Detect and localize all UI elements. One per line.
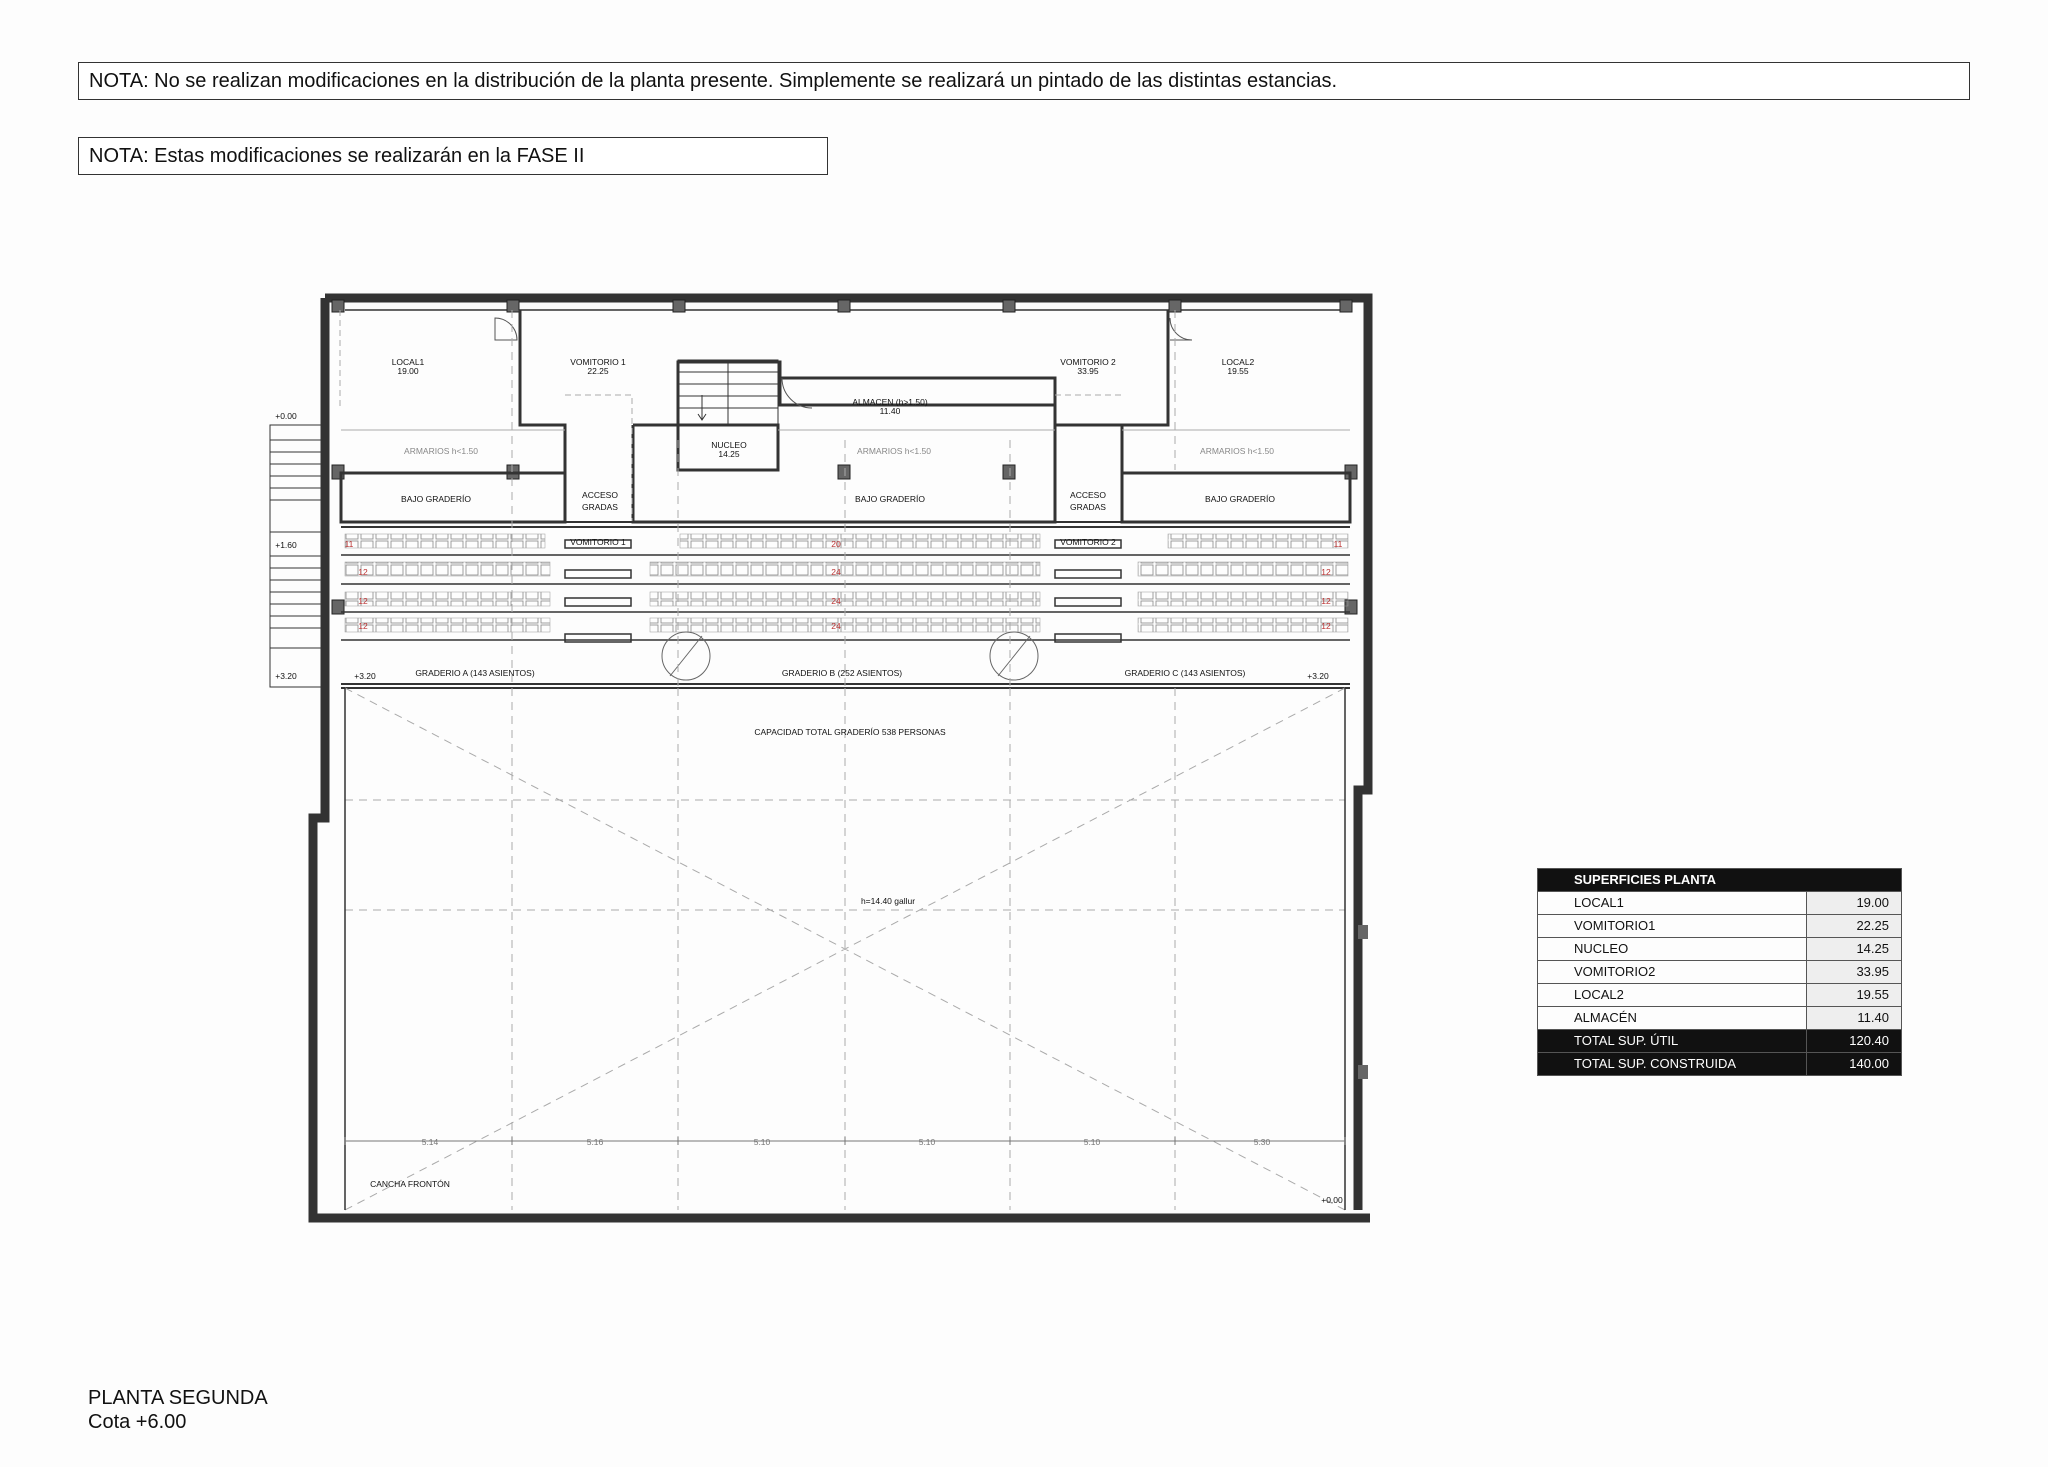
label-bajo-left: BAJO GRADERÍO — [401, 494, 471, 504]
area-nucleo: 14.25 — [718, 449, 740, 459]
label-local2: LOCAL2 — [1221, 357, 1255, 367]
area-local1: 19.00 — [397, 366, 419, 376]
row-count-mid-2: 24 — [831, 567, 841, 577]
table-row — [1538, 961, 1902, 984]
label-graderio-c: GRADERIO C (143 ASIENTOS) — [1124, 668, 1246, 678]
table-row — [1538, 938, 1902, 961]
side-stair — [270, 425, 325, 687]
row-count-mid-3: 24 — [831, 596, 841, 606]
row-count-mid-4: 24 — [831, 621, 841, 631]
outer-walls — [313, 298, 1370, 1218]
label-cancha: CANCHA FRONTÓN — [370, 1179, 450, 1189]
label-nucleo: NUCLEO — [711, 440, 747, 450]
total-util-row — [1538, 1030, 1902, 1053]
plan-title-block — [88, 1386, 268, 1434]
label-local1: LOCAL1 — [391, 357, 425, 367]
label-vomitorio1: VOMITORIO 1 — [570, 357, 626, 367]
plan-cota: Cota +6.00 — [88, 1411, 187, 1433]
row-count-left-3: 12 — [358, 596, 368, 606]
label-capacidad: CAPACIDAD TOTAL GRADERÍO 538 PERSONAS — [754, 727, 946, 737]
stair-core — [678, 360, 778, 424]
row-count-right-2: 12 — [1321, 567, 1331, 577]
table-row — [1538, 1007, 1902, 1030]
level-000-top: +0.00 — [275, 411, 297, 421]
dim-6: 5.30 — [1253, 1137, 1271, 1147]
dim-4: 5.10 — [918, 1137, 936, 1147]
label-vomitorio1-access: VOMITORIO 1 — [570, 537, 626, 547]
court — [345, 310, 1345, 1210]
interior-walls — [341, 310, 1350, 522]
label-bajo-right: BAJO GRADERÍO — [1205, 494, 1275, 504]
row-count-left-1: 11 — [344, 539, 354, 549]
surface-label: VOMITORIO1 — [1538, 915, 1807, 938]
level-000-bottom: +0.00 — [1321, 1195, 1343, 1205]
table-row — [1538, 915, 1902, 938]
surface-value: 14.25 — [1807, 938, 1902, 961]
label-vomitorio2: VOMITORIO 2 — [1060, 357, 1116, 367]
surface-value: 19.00 — [1807, 892, 1902, 915]
table-row — [1538, 892, 1902, 915]
level-320-left: +3.20 — [354, 671, 376, 681]
row-count-left-4: 12 — [358, 621, 368, 631]
surface-label: LOCAL1 — [1538, 892, 1807, 915]
area-local2: 19.55 — [1227, 366, 1249, 376]
area-vomitorio2: 33.95 — [1077, 366, 1099, 376]
label-graderio-a: GRADERIO A (143 ASIENTOS) — [415, 668, 535, 678]
grandstand — [341, 522, 1350, 688]
label-altura: h=14.40 gallur — [860, 896, 916, 906]
surface-value: 11.40 — [1807, 1007, 1902, 1030]
label-graderio-b: GRADERIO B (252 ASIENTOS) — [781, 668, 903, 678]
row-count-right-3: 12 — [1321, 596, 1331, 606]
row-count-right-1: 11 — [1333, 539, 1343, 549]
label-armarios-mid: ARMARIOS h<1.50 — [857, 446, 931, 456]
label-acceso2-a: ACCESO — [1070, 490, 1106, 500]
label-armarios-left: ARMARIOS h<1.50 — [404, 446, 478, 456]
label-almacen: ALMACEN (h>1.50) — [852, 397, 928, 407]
label-vomitorio2-access: VOMITORIO 2 — [1060, 537, 1116, 547]
surface-label: ALMACÉN — [1538, 1007, 1807, 1030]
note-distribution: NOTA: No se realizan modificaciones en la distribución de la planta presente. Simplemente se realizará un pintado de las distintas estancias. — [78, 62, 1970, 100]
surface-value: 33.95 — [1807, 961, 1902, 984]
dim-2: 5.16 — [586, 1137, 604, 1147]
area-vomitorio1: 22.25 — [587, 366, 609, 376]
row-count-left-2: 12 — [358, 567, 368, 577]
label-acceso1-a: ACCESO — [582, 490, 618, 500]
dim-3: 5.10 — [753, 1137, 771, 1147]
total-construida-value: 140.00 — [1807, 1053, 1902, 1076]
surface-value: 19.55 — [1807, 984, 1902, 1007]
dim-5: 5.10 — [1083, 1137, 1101, 1147]
level-320-stair: +3.20 — [275, 671, 297, 681]
level-160: +1.60 — [275, 540, 297, 550]
total-util-value: 120.40 — [1807, 1030, 1902, 1053]
surface-value: 22.25 — [1807, 915, 1902, 938]
plan-labels — [275, 357, 1343, 1205]
row-count-right-4: 12 — [1321, 621, 1331, 631]
surface-label: LOCAL2 — [1538, 984, 1807, 1007]
surfaces-table — [1537, 868, 1902, 1076]
area-almacen: 11.40 — [879, 406, 901, 416]
table-row — [1538, 984, 1902, 1007]
label-armarios-right: ARMARIOS h<1.50 — [1200, 446, 1274, 456]
surface-label: VOMITORIO2 — [1538, 961, 1807, 984]
total-util-label: TOTAL SUP. ÚTIL — [1538, 1030, 1807, 1053]
surfaces-title: SUPERFICIES PLANTA — [1538, 869, 1902, 892]
dim-1: 5.14 — [421, 1137, 439, 1147]
note-phase: NOTA: Estas modificaciones se realizarán en la FASE II — [78, 137, 828, 175]
label-acceso2-b: GRADAS — [1070, 502, 1106, 512]
total-construida-label: TOTAL SUP. CONSTRUIDA — [1538, 1053, 1807, 1076]
level-320-right: +3.20 — [1307, 671, 1329, 681]
plan-title: PLANTA SEGUNDA — [88, 1387, 268, 1409]
row-count-mid-1: 20 — [831, 539, 841, 549]
dimension-line — [345, 1137, 1345, 1145]
total-construida-row — [1538, 1053, 1902, 1076]
label-acceso1-b: GRADAS — [582, 502, 618, 512]
surface-label: NUCLEO — [1538, 938, 1807, 961]
label-bajo-mid: BAJO GRADERÍO — [855, 494, 925, 504]
